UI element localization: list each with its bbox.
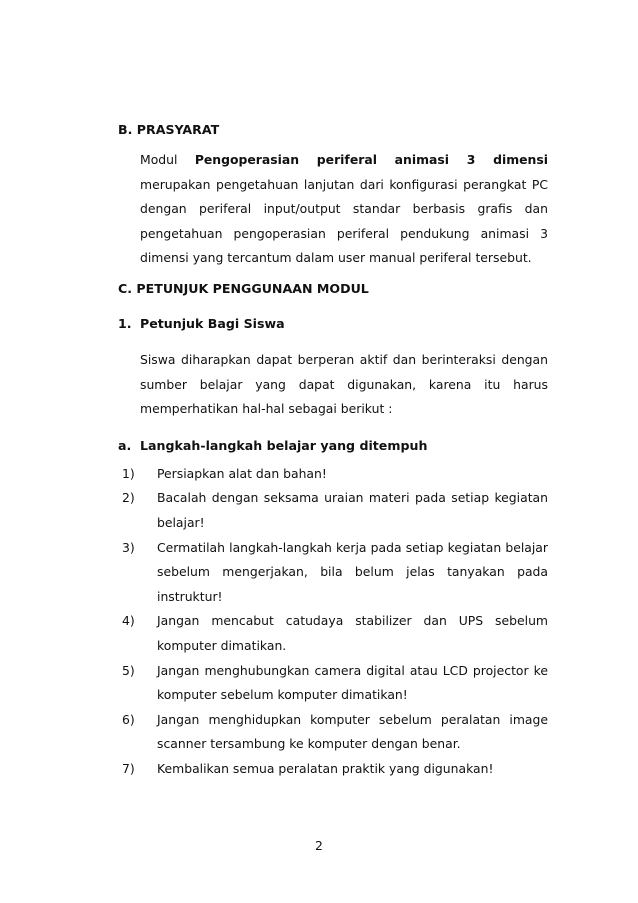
- list-item: [122, 609, 548, 658]
- list-item-number: 6): [122, 711, 135, 727]
- list-item-number: 2): [122, 490, 135, 506]
- list-item-number: 5): [122, 662, 135, 678]
- section-b-para-pre: Modul: [140, 152, 195, 167]
- list-item-number: 4): [122, 613, 135, 629]
- learning-steps-list: [118, 462, 548, 782]
- list-item: [122, 659, 548, 708]
- list-item-text: Cermatilah langkah-langkah kerja pada setiap kegiatan belajar sebelum mengerjakan, bila belum jelas tanyakan pada instruktur!: [157, 539, 548, 604]
- student-guide-paragraph: Siswa diharapkan dapat berperan aktif dan berinteraksi dengan sumber belajar yang dapat digunakan, karena itu harus memperhatikan hal-hal sebagai berikut :: [140, 351, 548, 417]
- list-item: [122, 757, 548, 782]
- page-content: [118, 118, 548, 781]
- sub-heading-title: Petunjuk Bagi Siswa: [140, 315, 285, 331]
- list-item: [122, 708, 548, 757]
- section-b-paragraph: [140, 148, 548, 271]
- sub-heading-student-guide: [118, 312, 548, 336]
- list-item: [122, 486, 548, 535]
- list-item-text: Bacalah dengan seksama uraian materi pada setiap kegiatan belajar!: [157, 490, 548, 530]
- sub-heading-number: 1.: [118, 315, 132, 331]
- list-item-text: Jangan menghidupkan komputer sebelum peralatan image scanner tersambung ke komputer dengan benar.: [157, 711, 548, 752]
- list-item-number: 3): [122, 539, 135, 555]
- list-item: [122, 536, 548, 610]
- section-b-para-post: merupakan pengetahuan lanjutan dari konfigurasi perangkat PC dengan periferal input/output standar berbasis grafis dan pengetahuan pengoperasian periferal pendukung animasi 3 dimensi yang tercantum dalam user manual periferal tersebut.: [140, 176, 548, 266]
- sub-heading-learning-steps: [118, 434, 548, 458]
- sub-heading-title: Langkah-langkah belajar yang ditempuh: [140, 437, 428, 453]
- list-item-text: Jangan mencabut catudaya stabilizer dan UPS sebelum komputer dimatikan.: [157, 613, 548, 653]
- section-c-heading: C. PETUNJUK PENGGUNAAN MODUL: [118, 280, 369, 296]
- list-item-text: Persiapkan alat dan bahan!: [157, 465, 327, 481]
- module-title-bold: Pengoperasian periferal animasi 3 dimensi: [194, 152, 548, 167]
- section-b-heading: B. PRASYARAT: [118, 122, 220, 137]
- list-item: [122, 462, 548, 487]
- list-item-number: 7): [122, 760, 135, 776]
- page-number: 2: [315, 838, 323, 853]
- list-item-number: 1): [122, 465, 135, 481]
- list-item-text: Jangan menghubungkan camera digital atau LCD projector ke komputer sebelum komputer dimatikan!: [157, 662, 548, 703]
- sub-heading-letter: a.: [118, 437, 132, 453]
- list-item-text: Kembalikan semua peralatan praktik yang digunakan!: [157, 760, 494, 776]
